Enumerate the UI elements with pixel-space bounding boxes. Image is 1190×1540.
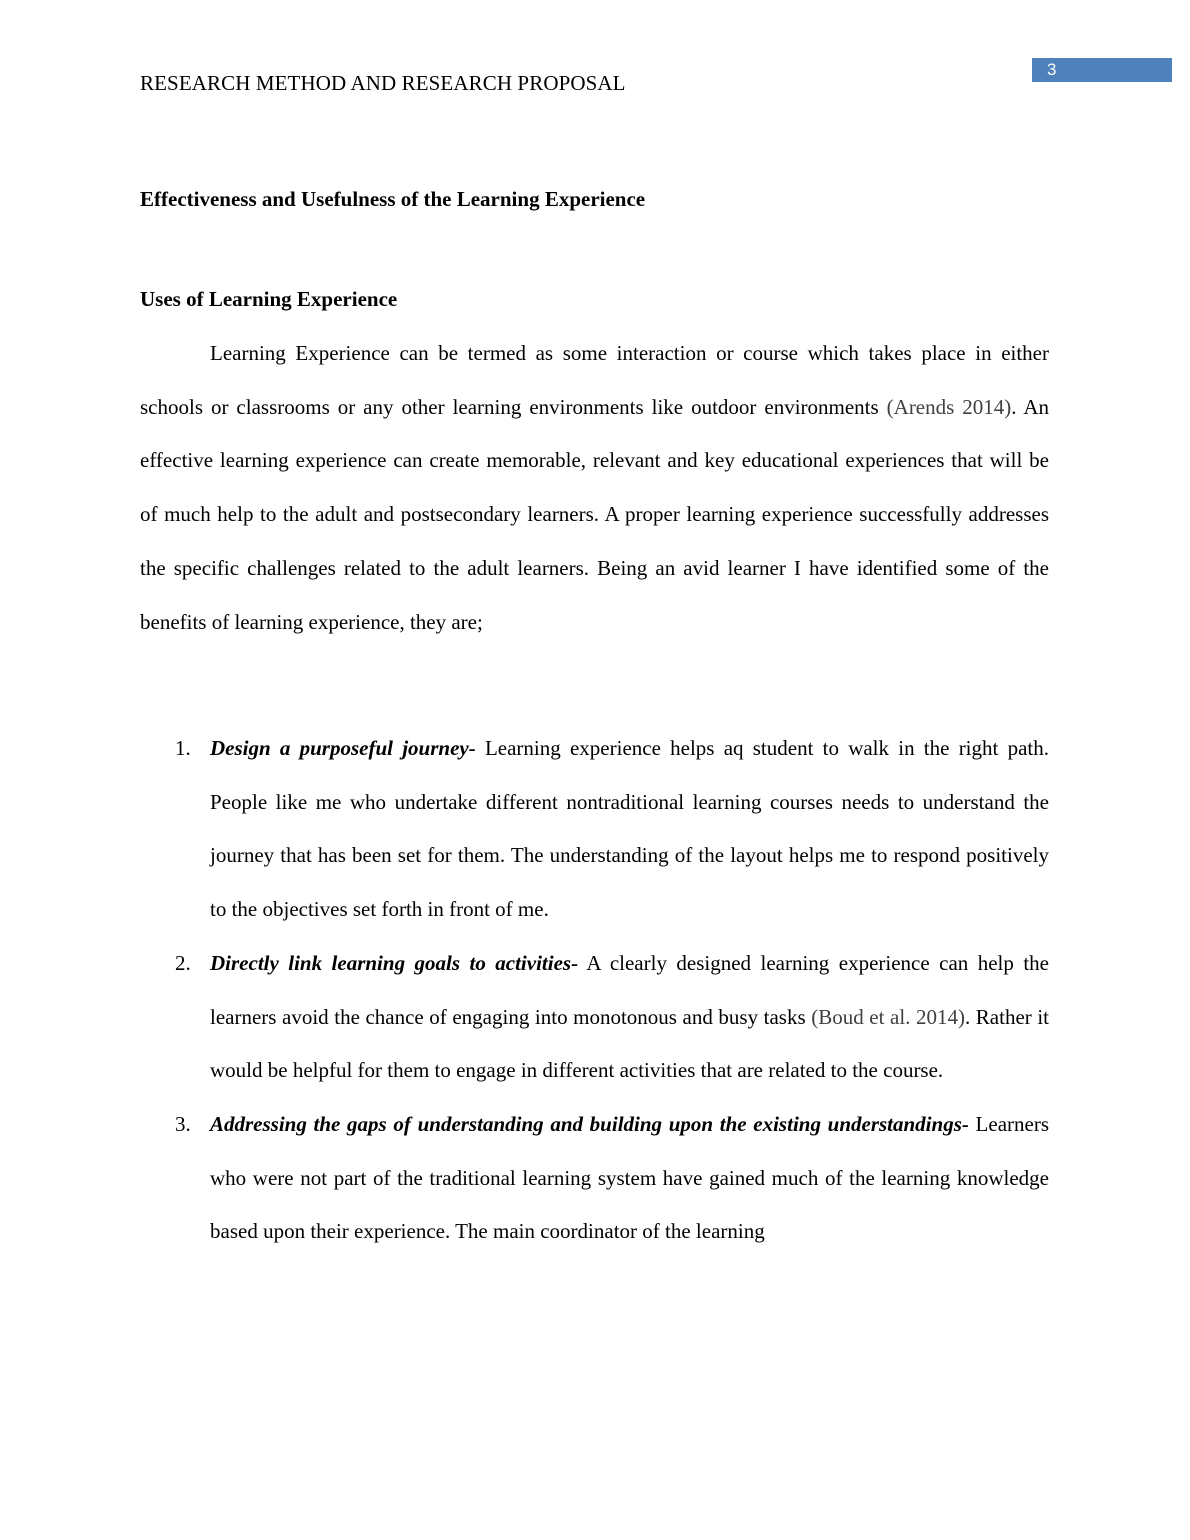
list-item: [140, 722, 1049, 937]
running-header-title: RESEARCH METHOD AND RESEARCH PROPOSAL: [140, 71, 626, 95]
list-item: [140, 937, 1049, 1098]
list-item-text: Learning experience helps aq student to walk in the right path. People like me who undertake different nontraditional learning courses needs to understand the journey that has been set for them. The understanding of the layout helps me to respond positively to the objectives set forth in front of me.: [210, 736, 1049, 922]
list-item-text: Learners who were not part of the traditional learning system have gained much of the learning knowledge based upon their experience. The main coordinator of the learning: [210, 1111, 1049, 1244]
list-item-text-continued: . Rather it would be helpful for them to engage in different activities that are related to the course.: [210, 1004, 1049, 1083]
list-item-number: 2.: [175, 950, 191, 975]
citation-boud: (Boud et al. 2014): [811, 1004, 965, 1029]
page-number-badge: 3: [1032, 58, 1172, 82]
list-item-text: A clearly designed learning experience can help the learners avoid the chance of engaging into monotonous and busy tasks: [210, 950, 1049, 1029]
list-item: [140, 1098, 1049, 1259]
subsection-heading: Uses of Learning Experience: [140, 287, 398, 311]
list-item-number: 1.: [175, 736, 191, 760]
intro-paragraph: [140, 327, 1049, 649]
list-item-title: Addressing the gaps of understanding and building upon the existing understandings-: [210, 1111, 969, 1136]
benefits-list: [140, 722, 1049, 1259]
list-item-number: 3.: [175, 1111, 191, 1136]
intro-text: Learning Experience can be termed as some interaction or course which takes place in either schools or classrooms or any other learning environments like outdoor environments: [140, 341, 1049, 419]
intro-text-continued: . An effective learning experience can create memorable, relevant and key educational experiences that will be of much help to the adult and postsecondary learners. A proper learning experience successfully addresses the specific challenges related to the adult learners. Being an avid learner I have identified some of the benefits of learning experience, they are;: [140, 394, 1049, 634]
section-heading: Effectiveness and Usefulness of the Learning Experience: [140, 187, 646, 211]
list-item-title: Directly link learning goals to activities-: [210, 950, 579, 975]
list-item-title: Design a purposeful journey-: [210, 736, 476, 760]
citation-arends: (Arends 2014): [886, 394, 1012, 419]
